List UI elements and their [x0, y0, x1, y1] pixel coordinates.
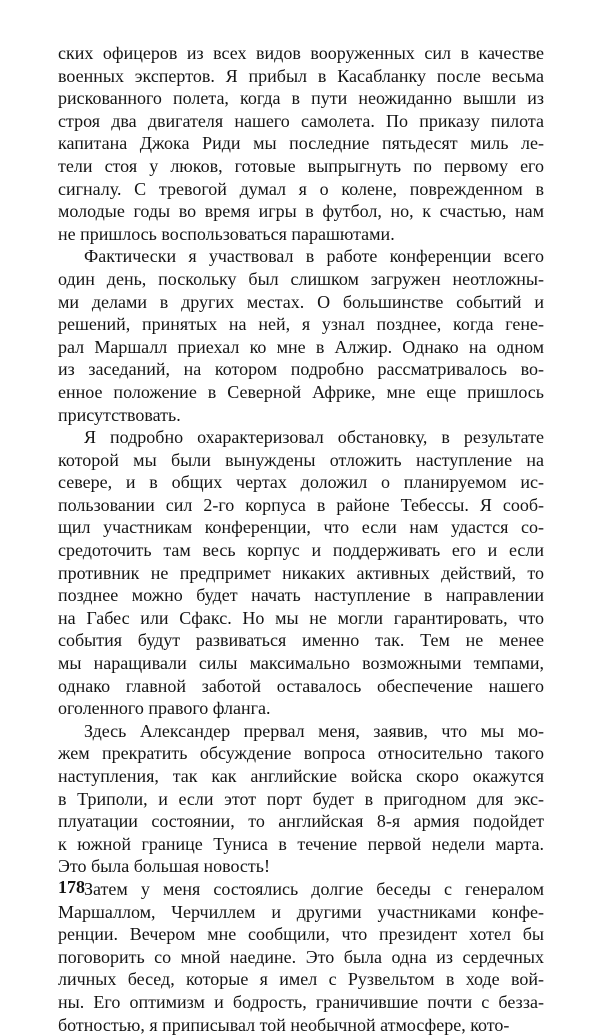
text-line: события будут развиваться именно так. Тем не менее	[58, 630, 544, 651]
text-line: противник не предпримет никаких активных действий, то	[58, 562, 544, 583]
text-line: плуатации состоянии, то английская 8-я армия подойдет	[58, 811, 544, 832]
text-line: рискованного полета, когда в пути неожиданно вышли из	[58, 88, 544, 109]
text-line: Маршаллом, Черчиллем и другими участниками конфе-	[58, 901, 544, 922]
text-line: капитана Джока Риди мы последние пятьдесят миль ле-	[58, 133, 544, 154]
text-line: наступления, так как английские войска скоро окажутся	[58, 766, 544, 786]
text-line: сигналу. С тревогой думал я о колене, поврежденном в	[58, 178, 544, 199]
text-line: рал Маршалл приехал ко мне в Алжир. Однако на одном	[58, 336, 544, 357]
text-line: поговорить со мной наедине. Это была одна из сердечных	[58, 946, 544, 967]
text-line: ны. Его оптимизм и бодрость, граничившие почти с безза-	[58, 991, 544, 1012]
text-line: молодые годы во время игры в футбол, но, к счастью, нам	[58, 201, 544, 222]
text-line: присутствовать.	[58, 404, 181, 425]
text-line: Я подробно охарактеризовал обстановку, в результате	[84, 427, 544, 448]
text-line: ренции. Вечером мне сообщили, что президент хотел бы	[58, 924, 544, 945]
text-line: севере, и в общих чертах доложил о планируемом ис-	[58, 472, 544, 493]
text-line: Фактически я участвовал в работе конференции всего	[84, 246, 544, 267]
text-line: строя два двигателя нашего самолета. По приказу пилота	[58, 110, 544, 131]
text-line: к южной границе Туниса в течение первой недели марта.	[58, 833, 544, 854]
text-line: Затем у меня состоялись долгие беседы с генералом	[84, 878, 544, 899]
text-line: тели стоя у люков, готовые выпрыгнуть по первому его	[58, 155, 544, 176]
paragraph	[58, 426, 544, 720]
text-line: Здесь Александер прервал меня, заявив, что мы мо-	[84, 720, 544, 741]
text-line: оголенного правого фланга.	[58, 698, 271, 719]
text-line: однако главной заботой оставалось обеспечение нашего	[58, 675, 544, 696]
text-line: ских офицеров из всех видов вооруженных сил в качестве	[58, 43, 544, 63]
text-line: Это была большая новость!	[58, 856, 270, 877]
text-line: решений, принятых на ней, я узнал позднее, когда гене-	[58, 314, 544, 335]
paragraph	[58, 245, 544, 426]
page-body	[58, 42, 544, 1036]
paragraph	[58, 878, 544, 1036]
text-line: военных экспертов. Я прибыл в Касабланку после весьма	[58, 65, 544, 86]
text-line: пользовании сил 2-го корпуса в районе Тебессы. Я сооб-	[58, 494, 544, 515]
text-line: щил участникам конференции, что если нам удастся со-	[58, 517, 544, 538]
text-line: ботностью, я приписывал той необычной атмосфере, кото-	[58, 1014, 510, 1035]
text-line: личных бесед, которые я имел с Рузвельтом в ходе вой-	[58, 969, 544, 990]
text-line: енное положение в Северной Африке, мне еще пришлось	[58, 381, 544, 402]
text-line: не пришлось воспользоваться парашютами.	[58, 223, 395, 244]
text-line: мы наращивали силы максимально возможными темпами,	[58, 653, 544, 674]
text-line: в Триполи, и если этот порт будет в пригодном для экс-	[58, 788, 544, 809]
text-line: из заседаний, на котором подробно рассматривалось во-	[58, 359, 544, 380]
text-line: один день, поскольку был слишком загружен неотложны-	[58, 268, 544, 289]
text-line: на Габес или Сфакс. Но мы не могли гарантировать, что	[58, 607, 544, 628]
text-line: которой мы были вынуждены отложить наступление на	[58, 449, 544, 470]
text-line: позднее можно будет начать наступление в направлении	[58, 585, 544, 606]
page-number: 178	[58, 877, 85, 897]
text-line: средоточить там весь корпус и поддерживать его и если	[58, 540, 544, 561]
text-line: ми делами в других местах. О большинстве событий и	[58, 291, 544, 312]
text-line: жем прекратить обсуждение вопроса относительно такого	[58, 743, 544, 764]
paragraph	[58, 42, 544, 245]
paragraph	[58, 720, 544, 878]
